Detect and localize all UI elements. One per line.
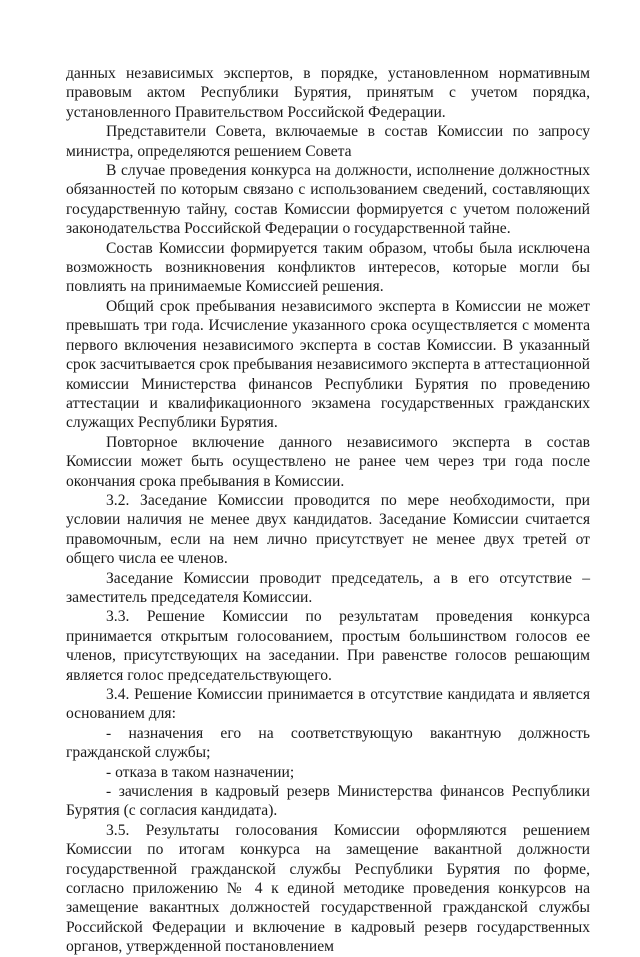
- paragraph-section-3-5: 3.5. Результаты голосования Комиссии оформляются решением Комиссии по итогам конкурса на замещение вакантной должности государственной гражданской службы Республики Бурятия по форме, согласно приложению № 4 к единой методике проведения конкурсов на замещение вакантных должностей государственной гражданской службы Российской Федерации и включение в кадровый резерв государственных органов, утвержденной постановлением: [66, 821, 590, 956]
- paragraph-section-3-4: 3.4. Решение Комиссии принимается в отсутствие кандидата и является основанием для:: [66, 686, 590, 723]
- paragraph-section-3-3: 3.3. Решение Комиссии по результатам проведения конкурса принимается открытым голосованием, простым большинством голосов ее членов, присутствующих на заседании. При равенстве голосов решающим является голос председательствующего.: [66, 608, 590, 684]
- paragraph-council-representatives: Представители Совета, включаемые в состав Комиссии по запросу министра, определяются решением Совета: [66, 123, 590, 160]
- paragraph-chairman: Заседание Комиссии проводит председатель, а в его отсутствие – заместитель председателя Комиссии.: [66, 569, 590, 606]
- paragraph-experts-order: данных независимых экспертов, в порядке, установленном нормативным правовым актом Республики Бурятия, принятым с учетом порядка, установленного Правительством Российской Федерации.: [66, 65, 590, 121]
- list-item-refusal: - отказа в таком назначении;: [106, 763, 295, 781]
- list-item-reserve: - зачисления в кадровый резерв Министерства финансов Республики Бурятия (с согласия кандидата).: [66, 783, 590, 820]
- document-body: [66, 64, 590, 957]
- paragraph-repeat-inclusion: Повторное включение данного независимого эксперта в состав Комиссии может быть осуществлено не ранее чем через три года после окончания срока пребывания в Комиссии.: [66, 433, 590, 490]
- paragraph-expert-term: Общий срок пребывания независимого эксперта в Комиссии не может превышать три года. Исчисление указанного срока осуществляется с момента первого включения независимого эксперта в состав Комиссии. В указанный срок засчитывается срок пребывания независимого эксперта в аттестационной комиссии Министерства финансов Республики Бурятия по проведению аттестации и квалификационного экзамена государственных гражданских служащих Республики Бурятия.: [66, 297, 590, 432]
- paragraph-section-3-2: 3.2. Заседание Комиссии проводится по мере необходимости, при условии наличия не менее двух кандидатов. Заседание Комиссии считается правомочным, если на нем лично присутствует не менее двух третей от общего числа ее членов.: [66, 491, 590, 568]
- paragraph-conflict-of-interest: Состав Комиссии формируется таким образом, чтобы была исключена возможность возникновения конфликтов интересов, которые могли бы повлиять на принимаемые Комиссией решения.: [66, 239, 590, 296]
- paragraph-state-secret: В случае проведения конкурса на должности, исполнение должностных обязанностей по которым связано с использованием сведений, составляющих государственную тайну, состав Комиссии формируется с учетом положений законодательства Российской Федерации о государственной тайне.: [66, 162, 590, 238]
- list-item-appointment: - назначения его на соответствующую вакантную должность гражданской службы;: [66, 724, 590, 762]
